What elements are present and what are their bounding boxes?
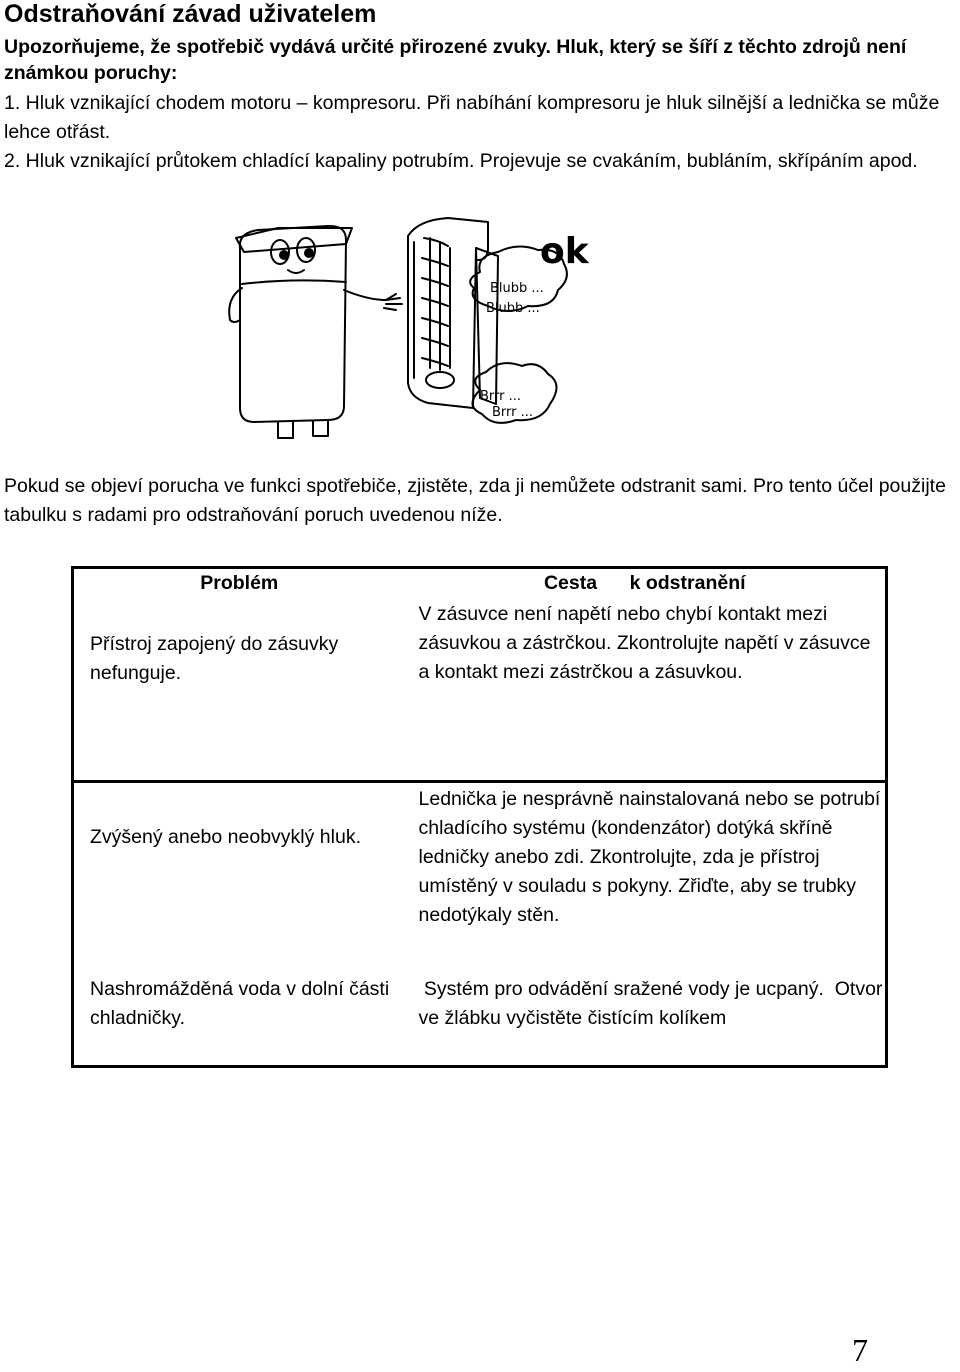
header-solution: Cesta k odstranění	[405, 568, 887, 599]
problem-cell: Nashromážděná voda v dolní části chladničky.	[73, 973, 405, 1067]
page-number: 7	[852, 1332, 868, 1368]
noise-item-2: 2. Hluk vznikající průtokem chladící kapaliny potrubím. Projevuje se cvakáním, bubláním, skřípáním apod.	[4, 150, 918, 172]
solution-cell: Lednička je nesprávně nainstalovaná nebo se potrubí chladícího systému (kondenzátor) dotýká skříně ledničky anebo zdi. Zkontrolujte, zda je přístroj umístěný v souladu s pokyny. Zřiďte, aby se trubky nedotýkaly stěn.	[405, 782, 887, 974]
bubble-text-bottom-2: Brrr ...	[492, 405, 534, 420]
table-row	[73, 598, 887, 782]
solution-cell: V zásuvce není napětí nebo chybí kontakt mezi zásuvkou a zástrčkou. Zkontrolujte napětí v zásuvce a kontakt mezi zástrčkou a zásuvkou.	[405, 598, 887, 782]
fridge-noise-illustration	[218, 208, 608, 440]
solution-cell: Systém pro odvádění sražené vody je ucpaný. Otvor ve žlábku vyčistěte čistícím kolíkem	[405, 973, 887, 1067]
problem-cell: Zvýšený anebo neobvyklý hluk.	[73, 782, 405, 974]
header-problem: Problém	[73, 568, 405, 599]
troubleshooting-table	[71, 566, 888, 1068]
fault-intro: Pokud se objeví porucha ve funkci spotřebiče, zjistěte, zda ji nemůžete odstranit sami. Pro tento účel použijte tabulku s radami pro odstraňování poruch uvedenou níže.	[4, 475, 946, 526]
noise-intro: Upozorňujeme, že spotřebič vydává určité přirozené zvuky. Hluk, který se šíří z těchto zdrojů není známkou poruchy:	[4, 36, 907, 84]
bubble-text-top-1: Blubb ...	[490, 281, 544, 296]
noise-item-1: 1. Hluk vznikající chodem motoru – kompresoru. Při nabíhání kompresoru je hluk silnější a lednička se může lehce otřást.	[4, 92, 940, 143]
bubble-text-bottom-1: Brrr ...	[480, 389, 522, 404]
page-title: Odstraňování závad uživatelem	[4, 0, 377, 28]
table-row	[73, 973, 887, 1067]
table-header-row	[73, 568, 887, 599]
table-row	[73, 782, 887, 974]
bubble-text-top-2: Blubb ...	[486, 301, 540, 316]
ok-label: ok	[540, 231, 589, 272]
problem-cell: Přístroj zapojený do zásuvky nefunguje.	[73, 598, 405, 782]
